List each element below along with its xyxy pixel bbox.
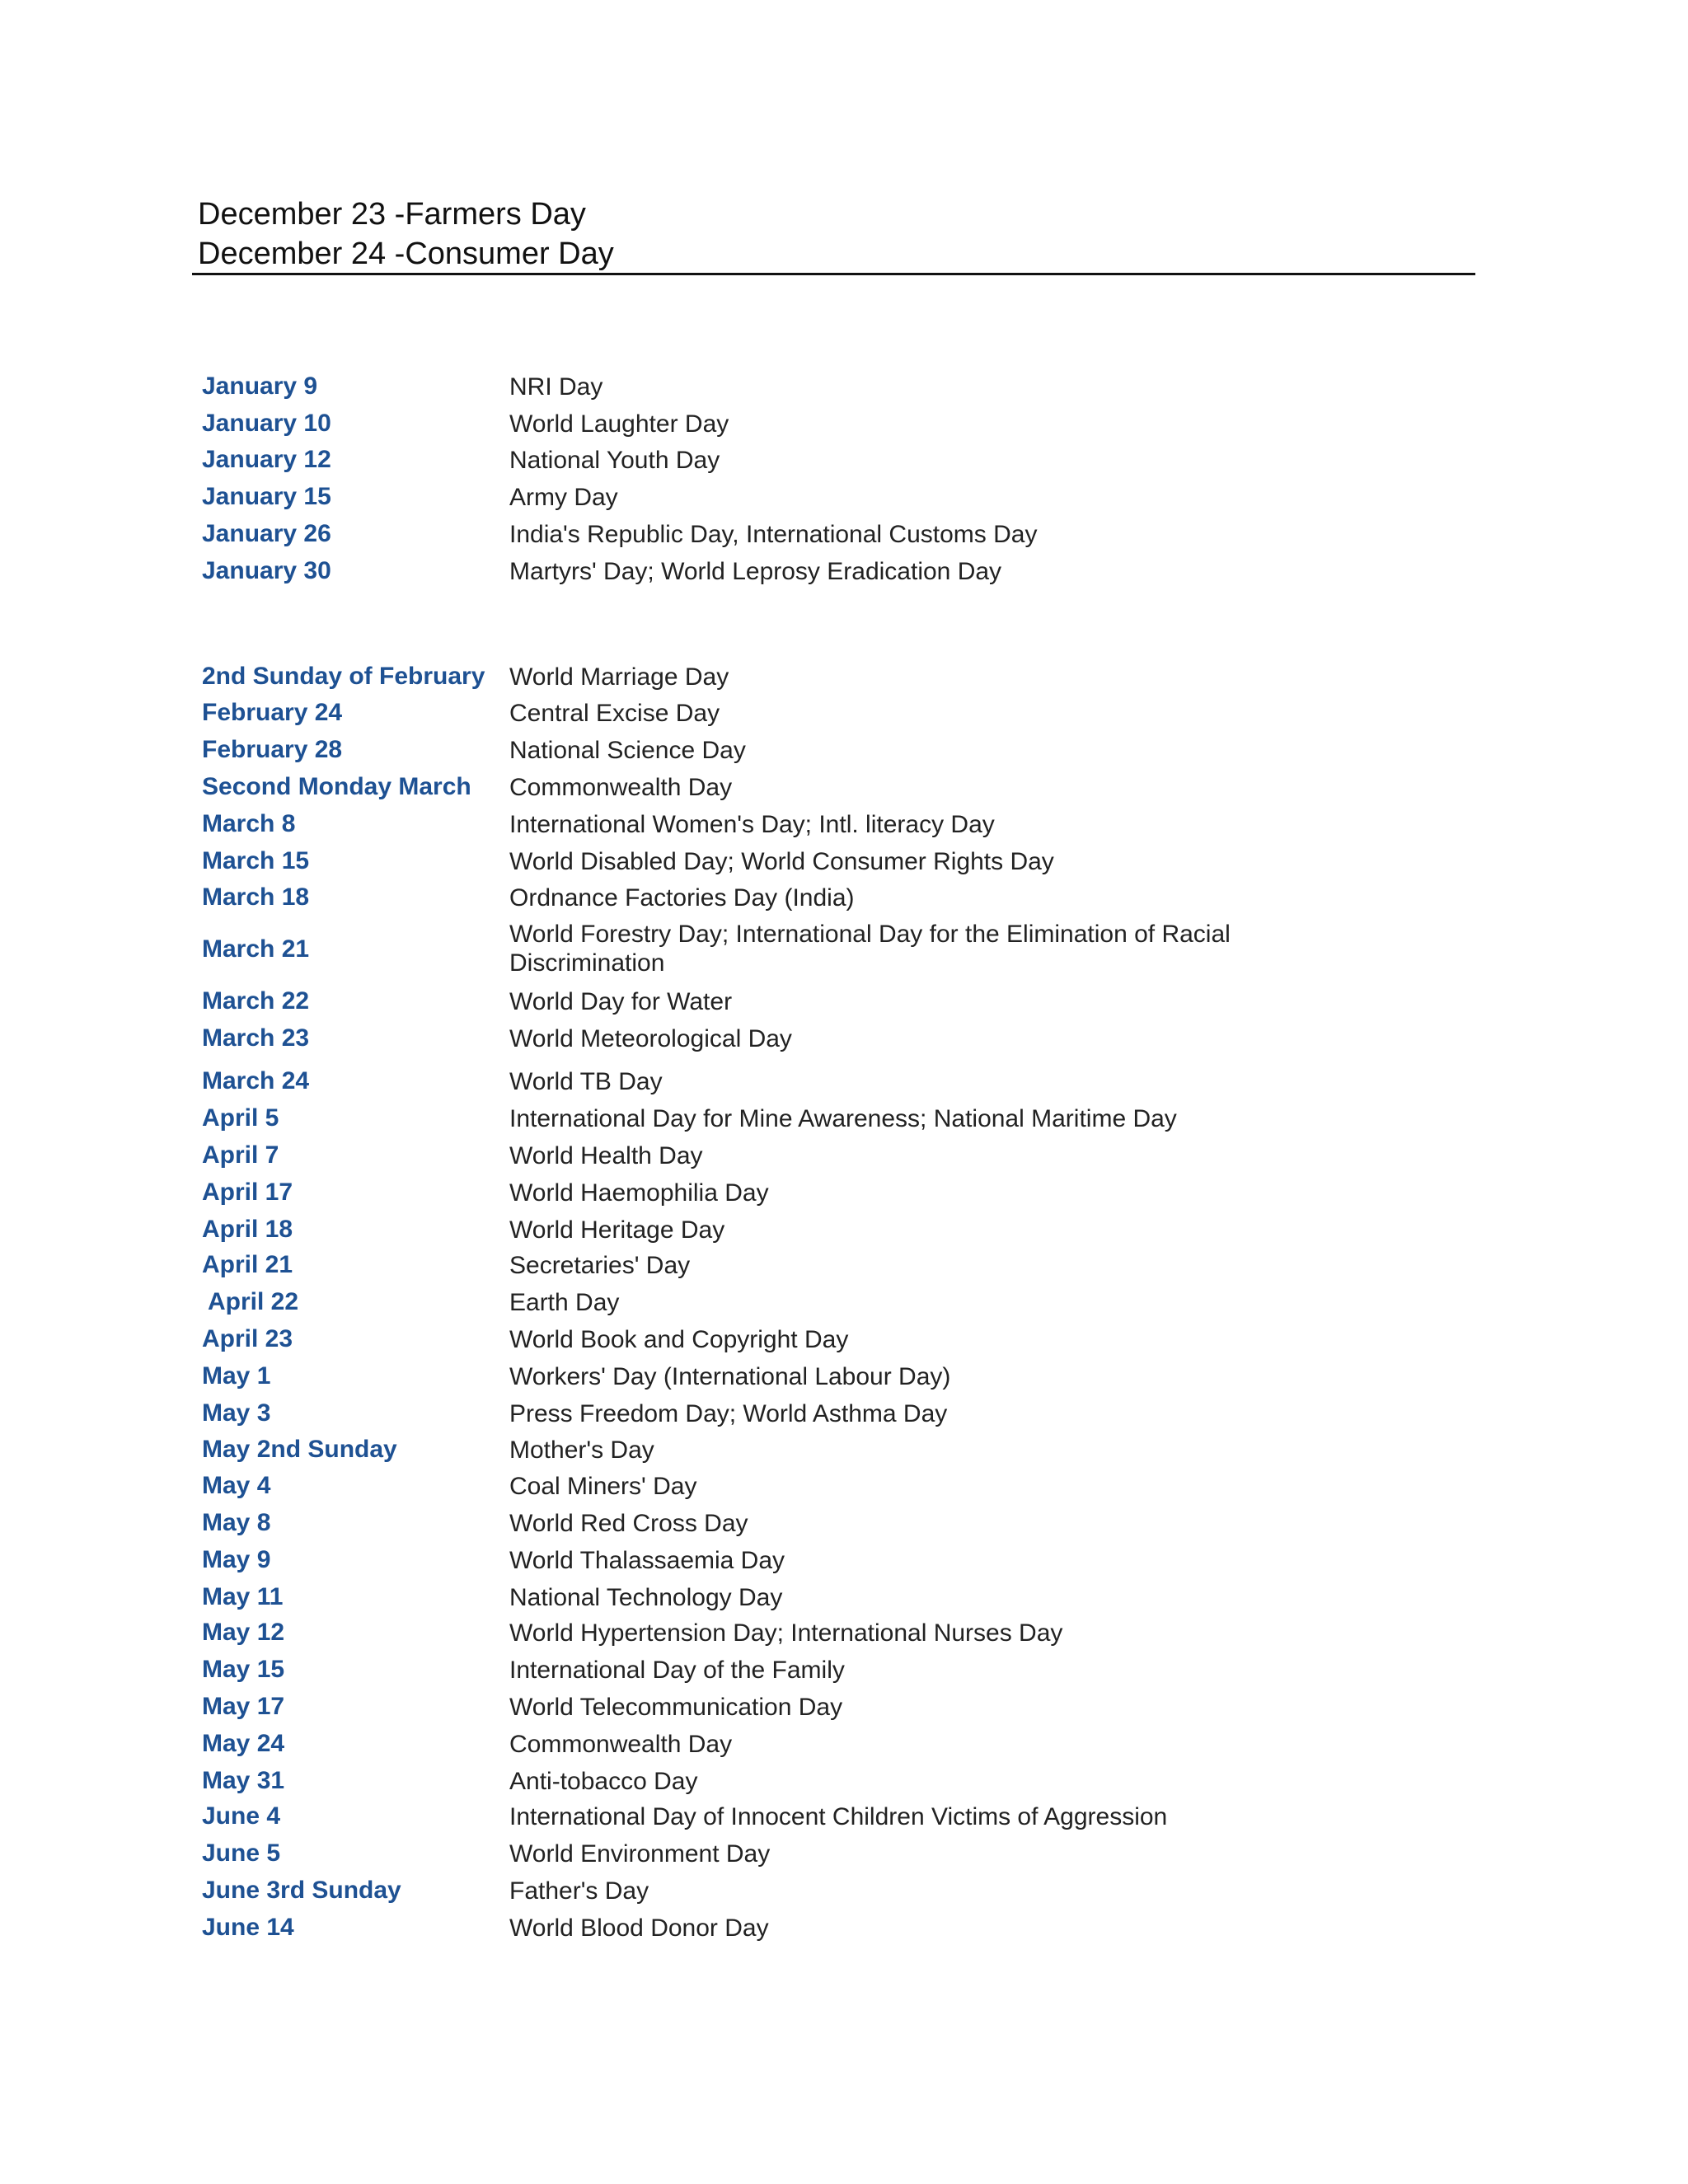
date-label: June 5 <box>202 1840 281 1867</box>
event-label: Workers' Day (International Labour Day) <box>509 1363 951 1390</box>
date-label: January 12 <box>202 446 331 473</box>
event-label: World Forestry Day; International Day for the Elimination of Racial Discrimination <box>509 921 1231 977</box>
date-label: May 8 <box>202 1509 271 1536</box>
event-label: Earth Day <box>509 1289 620 1316</box>
event-label: World Thalassaemia Day <box>509 1547 785 1574</box>
event-label: World Meteorological Day <box>509 1025 792 1052</box>
event-label: World Day for Water <box>509 988 733 1015</box>
date-label: June 14 <box>202 1914 294 1941</box>
date-label: March 8 <box>202 810 296 837</box>
date-label: May 24 <box>202 1730 285 1757</box>
date-label: April 18 <box>202 1216 293 1243</box>
date-label: April 7 <box>202 1141 279 1169</box>
event-label: World Marriage Day <box>509 663 729 691</box>
date-label: April 5 <box>202 1104 279 1132</box>
date-label: March 22 <box>202 987 310 1015</box>
event-label: Commonwealth Day <box>509 774 733 801</box>
event-label: Coal Miners' Day <box>509 1473 697 1500</box>
event-label: International Day of the Family <box>509 1657 845 1684</box>
date-label: January 26 <box>202 520 331 547</box>
date-label: January 15 <box>202 483 331 510</box>
date-label: March 23 <box>202 1024 310 1052</box>
header-divider <box>192 273 1475 275</box>
event-label: World Environment Day <box>509 1840 771 1868</box>
event-label: World Book and Copyright Day <box>509 1326 849 1353</box>
event-label: National Youth Day <box>509 447 720 474</box>
event-label: World Red Cross Day <box>509 1510 748 1537</box>
date-label: May 31 <box>202 1767 285 1794</box>
date-label: May 1 <box>202 1362 271 1390</box>
event-label: World TB Day <box>509 1068 663 1095</box>
date-label: April 17 <box>202 1179 293 1206</box>
date-label: May 3 <box>202 1399 271 1427</box>
date-label: January 9 <box>202 373 318 400</box>
event-label: World Disabled Day; World Consumer Rights Day <box>509 848 1054 875</box>
header-line-consumer-day: December 24 -Consumer Day <box>198 237 614 271</box>
event-label: Secretaries' Day <box>509 1252 691 1279</box>
date-label: March 15 <box>202 847 310 874</box>
event-label: World Health Day <box>509 1142 703 1169</box>
event-label: Martyrs' Day; World Leprosy Eradication Day <box>509 558 1002 585</box>
event-label: Mother's Day <box>509 1436 654 1464</box>
event-label: World Laughter Day <box>509 410 729 438</box>
date-label: Second Monday March <box>202 773 471 800</box>
event-label: Army Day <box>509 484 618 511</box>
date-label: March 21 <box>202 935 310 963</box>
header-block <box>198 194 1475 274</box>
event-label: International Day of Innocent Children Victims of Aggression <box>509 1803 1168 1830</box>
date-label: May 15 <box>202 1656 285 1683</box>
date-label: March 24 <box>202 1067 310 1094</box>
date-label: June 4 <box>202 1802 281 1830</box>
event-label: World Hypertension Day; International Nurses Day <box>509 1619 1063 1647</box>
date-label: June 3rd Sunday <box>202 1877 401 1904</box>
event-label: World Telecommunication Day <box>509 1694 843 1721</box>
date-label: May 11 <box>202 1583 284 1610</box>
date-label: May 17 <box>202 1693 285 1720</box>
event-label: NRI Day <box>509 373 603 401</box>
event-label: Press Freedom Day; World Asthma Day <box>509 1400 948 1427</box>
date-label: January 30 <box>202 557 331 584</box>
event-label: Ordnance Factories Day (India) <box>509 884 855 912</box>
date-label: March 18 <box>202 883 310 911</box>
event-label: National Technology Day <box>509 1584 783 1611</box>
date-label: May 2nd Sunday <box>202 1436 397 1463</box>
date-label: February 24 <box>202 699 343 726</box>
event-label: World Haemophilia Day <box>509 1179 769 1207</box>
date-label: April 23 <box>202 1325 293 1352</box>
date-label: May 12 <box>202 1619 285 1646</box>
event-label: International Day for Mine Awareness; National Maritime Day <box>509 1105 1177 1132</box>
event-label: Father's Day <box>509 1877 649 1905</box>
date-label: 2nd Sunday of February <box>202 663 485 690</box>
date-label: April 22 <box>208 1288 299 1315</box>
event-label: World Blood Donor Day <box>509 1915 769 1942</box>
event-label: Anti-tobacco Day <box>509 1768 698 1795</box>
event-label: Central Excise Day <box>509 700 720 727</box>
event-label: Commonwealth Day <box>509 1731 733 1758</box>
date-label: February 28 <box>202 736 343 763</box>
date-label: May 4 <box>202 1472 271 1499</box>
header-line-farmers-day: December 23 -Farmers Day <box>198 197 586 232</box>
event-label: International Women's Day; Intl. literacy Day <box>509 811 995 838</box>
date-label: April 21 <box>202 1251 293 1278</box>
event-label: World Heritage Day <box>509 1216 725 1244</box>
event-label: India's Republic Day, International Customs Day <box>509 521 1038 548</box>
event-label: National Science Day <box>509 737 746 764</box>
date-label: January 10 <box>202 410 331 437</box>
date-label: May 9 <box>202 1546 271 1573</box>
